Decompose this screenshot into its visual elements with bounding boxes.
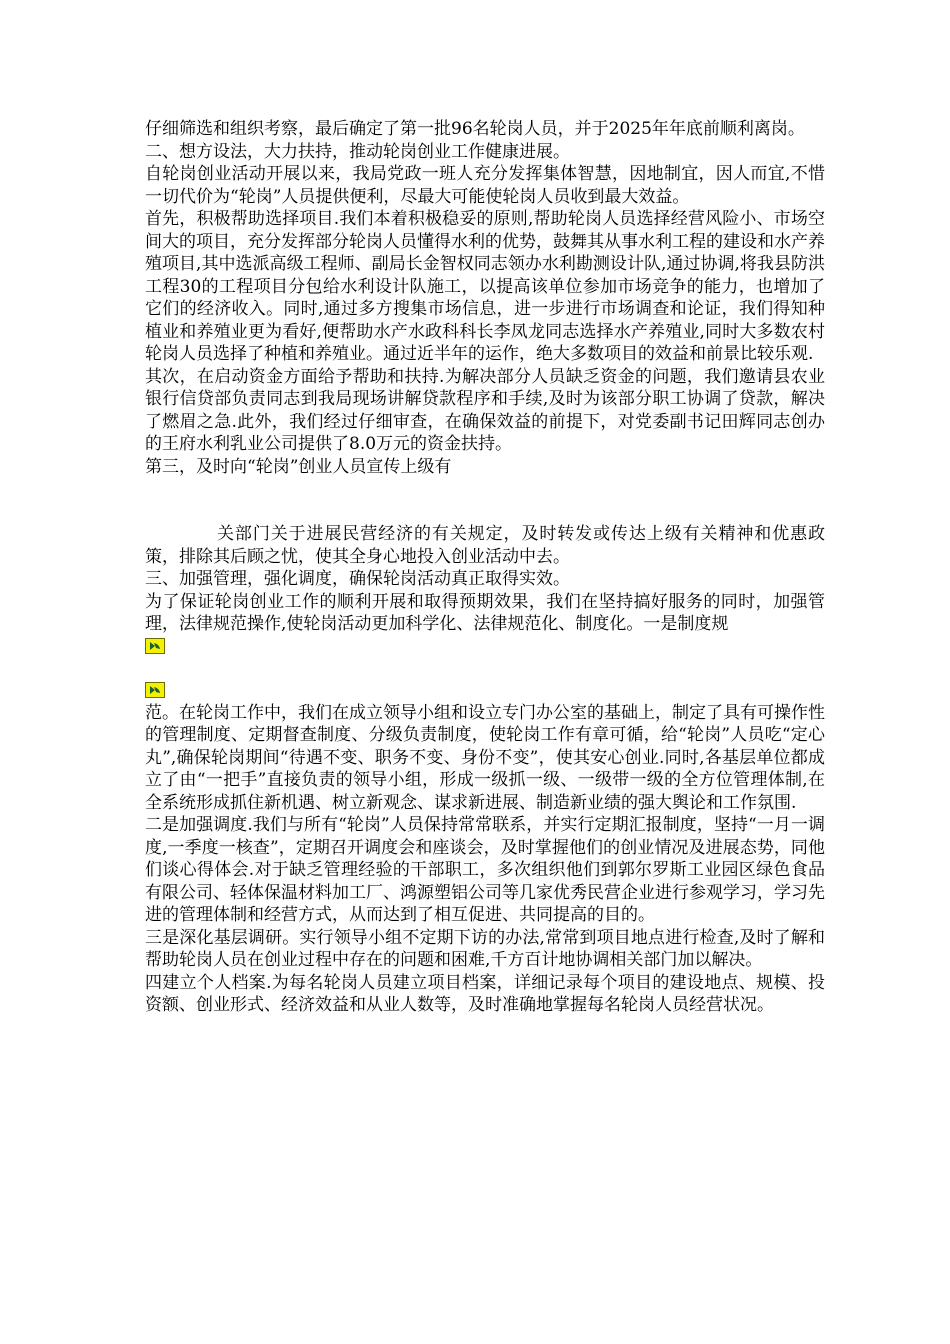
paragraph-section-three-summary: 为了保证轮岗创业工作的顺利开展和取得预期效果，我们在坚持搞好服务的同时，加强管理，法律规范操作,使轮岗活动更加科学化、法律规范化、制度化。一是制度规 <box>145 591 825 634</box>
heading-section-two: 二、想方设法，大力扶持，推动轮岗创业工作健康进展。 <box>145 141 570 162</box>
paragraph-continued: 关部门关于进展民营经济的有关规定，及时转发或传达上级有关精神和优惠政策，排除其后顾之忧，使其全身心地投入创业活动中去。 <box>145 524 825 567</box>
heading-section-three: 三、加强管理，强化调度，确保轮岗活动真正取得实效。 <box>145 569 570 589</box>
icon-spacer <box>145 658 825 680</box>
document-body <box>145 118 825 1017</box>
paragraph-institution: 范。在轮岗工作中，我们在成立领导小组和设立专门办公室的基础上，制定了具有可操作性的管理制度、定期督查制度、分级负责制度，使轮岗工作有章可循，给“轮岗”人员吃“定心丸”,确保轮岗期间“待遇不变、职务不变、身份不变”，使其安心创业.同时,各基层单位都成立了由“一把手”直接负责的领导小组，形成一级抓一级、一级带一级的全方位管理体制,在全系统形成抓住新机遇、树立新观念、谋求新进展、制造新业绩的强大舆论和工作氛围. <box>145 702 825 813</box>
paragraph-archives: 四建立个人档案.为每名轮岗人员建立项目档案，详细记录每个项目的建设地点、规模、投资额、创业形式、经济效益和从业人数等，及时准确地掌握每名轮岗人员经营状况。 <box>145 972 825 1015</box>
embedded-object-icon[interactable] <box>145 638 165 654</box>
page-break-gap <box>145 478 825 523</box>
embedded-object-glyph <box>148 684 162 696</box>
paragraph-first-measure: 首先，积极帮助选择项目.我们本着积极稳妥的原则,帮助轮岗人员选择经营风险小、市场空间大的项目，充分发挥部分轮岗人员懂得水利的优势，鼓舞其从事水利工程的建设和水产养殖项目,其中选派高级工程师、副局长金智权同志领办水利勘测设计队,通过协调,将我县防洪工程30的工程项目分包给水利设计队施工，以提高该单位参加市场竞争的能力，也增加了它们的经济收入。同时,通过多方搜集市场信息，进一步进行市场调查和论证，我们得知种植业和养殖业更为看好,便帮助水产水政科科长李凤龙同志选择水产养殖业,同时大多数农村轮岗人员选择了种植和养殖业。通过近半年的运作，绝大多数项目的效益和前景比较乐观. <box>145 209 825 364</box>
paragraph-second-measure: 其次，在启动资金方面给予帮助和扶持.为解决部分人员缺乏资金的问题，我们邀请县农业银行信贷部负责同志到我局现场讲解贷款程序和手续,及时为该部分职工协调了贷款，解决了燃眉之急.此外，我们经过仔细审查，在确保效益的前提下，对党委副书记田辉同志创办的王府水利乳业公司提供了8.0万元的资金扶持。 <box>145 366 825 454</box>
embedded-object-icon[interactable] <box>145 682 165 698</box>
paragraph-intro: 仔细筛选和组织考察，最后确定了第一批96名轮岗人员，并于2025年年底前顺利离岗。 <box>145 119 805 139</box>
paragraph-section-two-summary: 自轮岗创业活动开展以来，我局党政一班人充分发挥集体智慧，因地制宜，因人而宜,不惜一切代价为“轮岗”人员提供便利，尽最大可能使轮岗人员收到最大效益。 <box>145 164 825 207</box>
paragraph-research: 三是深化基层调研。实行领导小组不定期下访的办法,常常到项目地点进行检查,及时了解和帮助轮岗人员在创业过程中存在的问题和困难,千方百计地协调相关部门加以解决。 <box>145 927 825 970</box>
paragraph-third-measure: 第三，及时向“轮岗”创业人员宣传上级有 <box>145 456 452 477</box>
paragraph-scheduling: 二是加强调度.我们与所有“轮岗”人员保持常常联系，并实行定期汇报制度，坚持“一月一调度,一季度一核查”，定期召开调度会和座谈会，及时掌握他们的创业情况及进展态势，同他们谈心得体会.对于缺乏管理经验的干部职工，多次组织他们到郭尔罗斯工业园区绿色食品有限公司、轻体保温材料加工厂、鸿源塑铝公司等几家优秀民营企业进行参观学习，学习先进的管理体制和经营方式，从而达到了相互促进、共同提高的目的。 <box>145 815 825 925</box>
embedded-object-glyph <box>148 640 162 652</box>
